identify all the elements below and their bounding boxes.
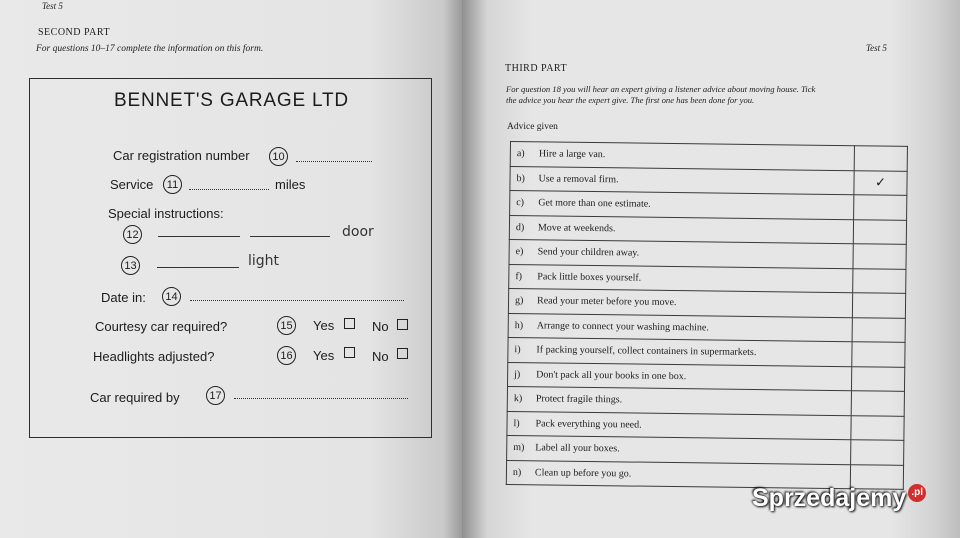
- advice-text: Clean up before you go.: [534, 467, 632, 480]
- advice-text: Protect fragile things.: [535, 393, 623, 406]
- advice-letter: m): [513, 442, 525, 454]
- advice-text: Pack everything you need.: [535, 418, 642, 431]
- advice-tick-cell[interactable]: [851, 440, 904, 465]
- headlights-no-label: No: [372, 349, 389, 364]
- garage-form: [29, 78, 432, 438]
- advice-text: Don't pack all your books in one box.: [536, 369, 687, 382]
- page-header: Test 5: [42, 1, 63, 11]
- courtesy-car-label: Courtesy car required?: [95, 319, 228, 334]
- tick-mark-icon: ✓: [874, 175, 887, 191]
- instruction-line-1: For question 18 you will hear an expert giving a listener advice about moving house. Tick: [506, 84, 816, 94]
- advice-letter: g): [514, 295, 524, 307]
- advice-text: Send your children away.: [537, 246, 640, 259]
- advice-letter: f): [515, 270, 523, 282]
- advice-letter: c): [516, 197, 525, 209]
- advice-tick-cell[interactable]: [853, 219, 906, 244]
- question-number-14: 14: [162, 287, 181, 306]
- advice-tick-cell[interactable]: [852, 342, 905, 367]
- courtesy-car-yes-label: Yes: [313, 318, 335, 333]
- advice-tick-cell[interactable]: [854, 195, 907, 220]
- advice-letter: b): [516, 172, 525, 184]
- advice-text: Label all your boxes.: [535, 442, 620, 455]
- date-in-field[interactable]: [190, 300, 404, 301]
- instruction: For questions 10–17 complete the information on this form.: [36, 44, 264, 54]
- form-title: BENNET'S GARAGE LTD: [114, 90, 349, 111]
- advice-letter: a): [516, 148, 525, 160]
- courtesy-car-no-label: No: [372, 319, 389, 334]
- advice-tick-cell[interactable]: [854, 170, 907, 195]
- advice-letter: h): [514, 319, 524, 331]
- q13-handwritten-word: light: [248, 253, 280, 269]
- question-number-10: 10: [269, 147, 288, 166]
- advice-letter: d): [515, 221, 525, 233]
- courtesy-car-yes-checkbox[interactable]: [344, 318, 355, 329]
- advice-tick-cell[interactable]: [852, 317, 905, 342]
- headlights-yes-label: Yes: [313, 348, 335, 363]
- watermark-logo: Sprzedajemy .pl: [752, 484, 926, 513]
- question-number-17: 17: [206, 386, 225, 405]
- q12-blank-1[interactable]: [158, 236, 240, 237]
- advice-letter: j): [514, 368, 521, 380]
- advice-tick-cell[interactable]: [851, 391, 904, 416]
- advice-letter: k): [513, 393, 523, 405]
- advice-tick-cell[interactable]: [852, 293, 905, 318]
- advice-letter: n): [512, 466, 522, 478]
- left-page: [0, 0, 462, 538]
- section-title-right: THIRD PART: [505, 63, 568, 74]
- advice-text: Get more than one estimate.: [538, 197, 651, 210]
- headlights-label: Headlights adjusted?: [93, 349, 215, 364]
- advice-letter: e): [515, 246, 524, 258]
- service-field[interactable]: [189, 189, 269, 190]
- date-in-label: Date in:: [101, 290, 146, 305]
- car-required-by-label: Car required by: [90, 390, 180, 405]
- advice-tick-cell[interactable]: [854, 146, 907, 171]
- car-required-by-field[interactable]: [234, 398, 408, 399]
- advice-letter: i): [514, 344, 521, 356]
- question-number-16: 16: [277, 346, 296, 365]
- instruction-line-2: the advice you hear the expert give. The first one has been done for you.: [506, 95, 755, 105]
- advice-tick-cell[interactable]: [853, 244, 906, 269]
- advice-text: Read your meter before you move.: [536, 295, 677, 309]
- advice-text: Pack little boxes yourself.: [537, 271, 642, 284]
- advice-tick-cell[interactable]: [851, 415, 904, 440]
- q13-blank[interactable]: [157, 267, 239, 268]
- advice-text: Hire a large van.: [538, 148, 606, 161]
- special-instructions-label: Special instructions:: [108, 206, 224, 221]
- advice-text: Move at weekends.: [537, 222, 616, 235]
- advice-letter: l): [513, 417, 520, 429]
- section-title: SECOND PART: [38, 27, 111, 38]
- question-number-13: 13: [121, 256, 140, 275]
- question-number-12: 12: [123, 225, 142, 244]
- headlights-no-checkbox[interactable]: [397, 348, 408, 359]
- service-label: Service: [110, 177, 154, 192]
- advice-text: If packing yourself, collect containers in supermarkets.: [536, 344, 757, 359]
- q12-blank-2[interactable]: [250, 236, 330, 237]
- question-number-15: 15: [277, 316, 296, 335]
- courtesy-car-no-checkbox[interactable]: [397, 319, 408, 330]
- car-registration-field[interactable]: [296, 161, 372, 162]
- headlights-yes-checkbox[interactable]: [344, 347, 355, 358]
- advice-tick-cell[interactable]: [851, 366, 904, 391]
- car-registration-label: Car registration number: [113, 148, 250, 163]
- q12-handwritten-word: door: [342, 224, 374, 240]
- advice-table: [506, 141, 908, 490]
- service-miles-label: miles: [275, 177, 306, 192]
- question-number-11: 11: [163, 175, 182, 194]
- page-header-right: Test 5: [866, 43, 887, 53]
- advice-text: Arrange to connect your washing machine.: [536, 320, 709, 334]
- advice-tick-cell[interactable]: [853, 268, 906, 293]
- advice-text: Use a removal firm.: [538, 173, 619, 186]
- advice-table-heading: Advice given: [507, 122, 558, 132]
